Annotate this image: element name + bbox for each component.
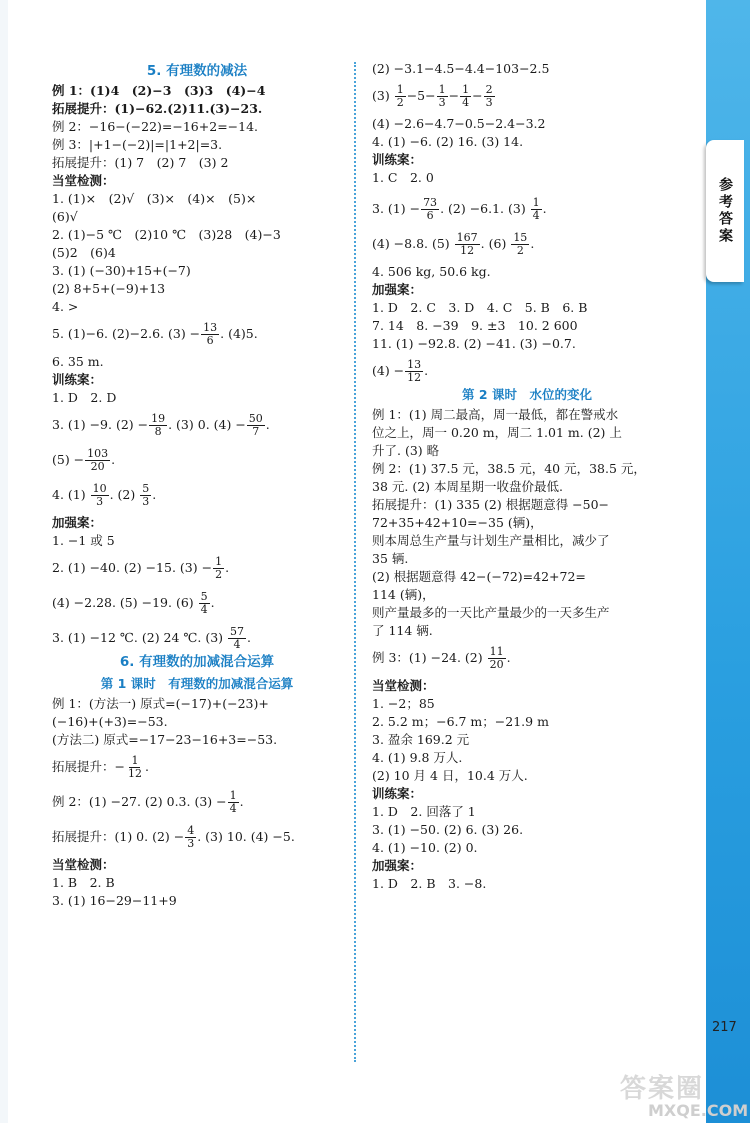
answer-line: 4. (1) 9.8 万人. — [372, 750, 463, 765]
text-segment: . — [506, 650, 511, 665]
answer-line: 2. 5.2 m；−6.7 m；−21.9 m — [372, 714, 549, 729]
lesson-title: 第 2 课时 水位的变化 — [462, 387, 592, 402]
denominator: 6 — [206, 334, 214, 347]
answer-line: 4. > — [52, 299, 79, 314]
answer-line: 例 1：(1)4 (2)−3 (3)3 (4)−4 — [52, 83, 266, 98]
answer-line: 2. (1)−5 ℃ (2)10 ℃ (3)28 (4)−3 — [52, 227, 281, 242]
numerator: 2 — [485, 83, 493, 96]
answer-line — [52, 591, 342, 616]
answer-line: (6)√ — [52, 209, 78, 224]
fraction — [460, 84, 471, 109]
text-segment: . — [530, 236, 535, 251]
answer-line — [372, 646, 682, 671]
denominator: 12 — [460, 244, 475, 257]
text-segment: 3. (1) − — [372, 201, 421, 216]
text-segment: . — [239, 794, 244, 809]
text-segment: . — [144, 759, 149, 774]
numerator: 167 — [456, 231, 478, 244]
text-segment: . (2) — [109, 487, 140, 502]
fraction — [185, 825, 196, 850]
answer-line: (5)2 (6)4 — [52, 245, 116, 260]
text-segment: (5) − — [52, 452, 85, 467]
answer-line: (4) −2.6−4.7−0.5−2.4−3.2 — [372, 116, 546, 131]
answer-line — [52, 790, 342, 815]
denominator: 20 — [90, 460, 105, 473]
numerator: 1 — [462, 83, 470, 96]
text-segment: (4) −8.8. (5) — [372, 236, 454, 251]
fraction — [85, 448, 110, 473]
numerator: 5 — [142, 482, 150, 495]
numerator: 50 — [248, 412, 263, 425]
text-segment: − — [472, 88, 483, 103]
tab-label: 参考答案 — [717, 177, 733, 245]
section-tab — [706, 140, 744, 282]
text-segment: . — [247, 630, 252, 645]
answer-line: 例 2：−16−(−22)=−16+2=−14. — [52, 119, 259, 134]
answer-line: 3. (1) 16−29−11+9 — [52, 893, 177, 908]
answer-line: (2) 8+5+(−9)+13 — [52, 281, 166, 296]
heading-line: 当堂检测： — [372, 678, 435, 693]
numerator: 10 — [92, 482, 107, 495]
denominator: 2 — [215, 568, 223, 581]
denominator: 3 — [142, 495, 150, 508]
denominator: 6 — [426, 209, 434, 222]
denominator: 4 — [532, 209, 540, 222]
numerator: 5 — [200, 590, 208, 603]
numerator: 4 — [187, 824, 195, 837]
answer-line — [52, 755, 342, 780]
fraction — [405, 359, 423, 384]
text-segment: 4. (1) — [52, 487, 90, 502]
answer-line: 例 1：(方法一) 原式=(−17)+(−23)+ — [52, 696, 269, 711]
heading-line: 训练案： — [372, 152, 423, 167]
denominator: 4 — [233, 638, 241, 651]
answer-line — [52, 556, 342, 581]
denominator: 12 — [407, 371, 422, 384]
numerator: 1 — [396, 83, 404, 96]
answer-line: 拓展提升：(1) 335 (2) 根据题意得 −50− — [372, 497, 610, 512]
answer-line: 则产量最多的一天比产量最少的一天多生产 — [372, 605, 610, 620]
heading-line: 加强案： — [52, 515, 103, 530]
text-segment: . (2) −6.1. (3) — [440, 201, 530, 216]
section-title: 5. 有理数的减法 — [146, 63, 248, 79]
answer-line: (2) 10 月 4 日，10.4 万人. — [372, 768, 528, 783]
answer-line — [52, 413, 342, 438]
text-segment: . — [210, 595, 215, 610]
text-segment: . (3) 0. (4) − — [168, 417, 246, 432]
text-segment: . (3) 10. (4) −5. — [197, 829, 295, 844]
numerator: 73 — [423, 196, 438, 209]
watermark-url: MXQE.COM — [648, 1101, 749, 1120]
answer-line — [52, 322, 342, 347]
text-segment: . (6) — [480, 236, 511, 251]
answer-line: 例 3：|+1−(−2)|=|1+2|=3. — [52, 137, 223, 152]
numerator: 1 — [131, 754, 139, 767]
fraction — [484, 84, 495, 109]
answer-line — [372, 359, 682, 384]
fraction — [247, 413, 265, 438]
numerator: 13 — [407, 358, 422, 371]
fraction — [437, 84, 448, 109]
numerator: 11 — [489, 645, 504, 658]
text-segment: (3) — [372, 88, 394, 103]
answer-line: 7. 14 8. −39 9. ±3 10. 2 600 — [372, 318, 578, 333]
answer-line: 拓展提升：(1)−62.(2)11.(3)−23. — [52, 101, 263, 116]
answer-line: 1. D 2. D — [52, 390, 117, 405]
denominator: 8 — [154, 425, 162, 438]
answer-line: 例 2：(1) 37.5 元，38.5 元，40 元，38.5 元， — [372, 461, 646, 476]
denominator: 20 — [489, 658, 504, 671]
watermark — [620, 1068, 748, 1120]
answer-line: 1. B 2. B — [52, 875, 115, 890]
answer-line — [372, 232, 682, 257]
answer-line: 拓展提升：(1) 7 (2) 7 (3) 2 — [52, 155, 229, 170]
fraction — [228, 790, 239, 815]
answer-line — [52, 626, 342, 651]
text-segment: . — [265, 417, 270, 432]
answer-line: 例 1：(1) 周二最高，周一最低，都在警戒水 — [372, 407, 619, 422]
answer-line: 6. 35 m. — [52, 354, 104, 369]
text-segment: . — [111, 452, 116, 467]
answer-line: 了 114 辆. — [372, 623, 433, 638]
text-segment: . — [152, 487, 157, 502]
denominator: 3 — [438, 96, 446, 109]
denominator: 4 — [462, 96, 470, 109]
text-segment: −5− — [406, 88, 436, 103]
heading-line: 加强案： — [372, 858, 423, 873]
denominator: 4 — [200, 603, 208, 616]
answer-line: (−16)+(+3)=−53. — [52, 714, 168, 729]
heading-line: 当堂检测： — [52, 857, 115, 872]
text-segment: 3. (1) −12 ℃. (2) 24 ℃. (3) — [52, 630, 228, 645]
fraction — [531, 197, 542, 222]
answer-line: 114 (辆)， — [372, 587, 435, 602]
left-column — [52, 60, 342, 910]
text-segment: . — [542, 201, 547, 216]
text-segment: 拓展提升：(1) 0. (2) − — [52, 829, 185, 844]
answer-line: 72+35+42+10=−35 (辆)， — [372, 515, 543, 530]
text-segment: 拓展提升：− — [52, 759, 125, 774]
fraction — [455, 232, 480, 257]
denominator: 3 — [485, 96, 493, 109]
text-segment: . (4)5. — [220, 326, 258, 341]
answer-line: 4. (1) −10. (2) 0. — [372, 840, 478, 855]
denominator: 4 — [229, 802, 237, 815]
text-segment: . — [424, 363, 429, 378]
fraction — [228, 626, 246, 651]
answer-line: 11. (1) −92.8. (2) −41. (3) −0.7. — [372, 336, 576, 351]
fraction — [140, 483, 151, 508]
answer-line: 3. (1) (−30)+15+(−7) — [52, 263, 191, 278]
answer-line: 则本周总生产量与计划生产量相比，减少了 — [372, 533, 610, 548]
fraction — [199, 591, 210, 616]
fraction — [421, 197, 439, 222]
answer-line: 4. 506 kg, 50.6 kg. — [372, 264, 491, 279]
answer-line — [372, 84, 682, 109]
answer-line: 1. C 2. 0 — [372, 170, 434, 185]
right-column — [372, 60, 682, 893]
denominator: 12 — [127, 767, 142, 780]
numerator: 1 — [532, 196, 540, 209]
denominator: 7 — [252, 425, 260, 438]
heading-line: 加强案： — [372, 282, 423, 297]
answer-line: 升了. (3) 略 — [372, 443, 440, 458]
numerator: 15 — [513, 231, 528, 244]
heading-line: 训练案： — [52, 372, 103, 387]
fraction — [395, 84, 406, 109]
answer-line: 1. −1 或 5 — [52, 533, 115, 548]
fraction — [213, 556, 224, 581]
fraction — [511, 232, 529, 257]
fraction — [488, 646, 506, 671]
denominator: 2 — [516, 244, 524, 257]
heading-line: 当堂检测： — [52, 173, 115, 188]
text-segment: (4) − — [372, 363, 405, 378]
answer-line — [52, 825, 342, 850]
answer-line: (方法二) 原式=−17−23−16+3=−53. — [52, 732, 278, 747]
numerator: 13 — [203, 321, 218, 334]
fraction — [201, 322, 219, 347]
denominator: 3 — [96, 495, 104, 508]
watermark-logo: 答案圈 — [620, 1074, 705, 1104]
section-title: 6. 有理数的加减混合运算 — [119, 654, 275, 670]
text-segment: 例 3：(1) −24. (2) — [372, 650, 487, 665]
answer-line: 38 元. (2) 本周星期一收盘价最低. — [372, 479, 563, 494]
lesson-title: 第 1 课时 有理数的加减混合运算 — [100, 676, 294, 691]
text-segment: 例 2：(1) −27. (2) 0.3. (3) − — [52, 794, 227, 809]
answer-line: (2) 根据题意得 42−(−72)=42+72= — [372, 569, 586, 584]
answer-line: (2) −3.1−4.5−4.4−103−2.5 — [372, 61, 550, 76]
text-segment: − — [448, 88, 460, 103]
answer-line: 1. D 2. C 3. D 4. C 5. B 6. B — [372, 300, 588, 315]
answer-line: 3. 盈余 169.2 元 — [372, 732, 470, 747]
answer-line — [52, 483, 342, 508]
answer-line: 3. (1) −50. (2) 6. (3) 26. — [372, 822, 524, 837]
answer-line: 4. (1) −6. (2) 16. (3) 14. — [372, 134, 524, 149]
answer-line: 1. −2；85 — [372, 696, 435, 711]
answer-line: 位之上，周一 0.20 m，周二 1.01 m. (2) 上 — [372, 425, 622, 440]
fraction — [149, 413, 167, 438]
left-margin-strip — [0, 0, 8, 1123]
answer-line: 1. D 2. 回落了 1 — [372, 804, 476, 819]
answer-line: 1. (1)× (2)√ (3)× (4)× (5)× — [52, 191, 257, 206]
answer-line — [52, 448, 342, 473]
text-segment: 3. (1) −9. (2) − — [52, 417, 149, 432]
numerator: 57 — [230, 625, 245, 638]
text-segment: 2. (1) −40. (2) −15. (3) − — [52, 560, 213, 575]
text-segment: . — [225, 560, 230, 575]
fraction — [126, 755, 144, 780]
answer-line: 1. D 2. B 3. −8. — [372, 876, 487, 891]
numerator: 1 — [215, 555, 223, 568]
fraction — [91, 483, 109, 508]
heading-line: 训练案： — [372, 786, 423, 801]
text-segment: (4) −2.28. (5) −19. (6) — [52, 595, 198, 610]
numerator: 103 — [87, 447, 109, 460]
text-segment: 5. (1)−6. (2)−2.6. (3) − — [52, 326, 201, 341]
numerator: 1 — [438, 83, 446, 96]
numerator: 1 — [229, 789, 237, 802]
column-divider — [354, 62, 356, 1062]
numerator: 19 — [151, 412, 166, 425]
denominator: 2 — [396, 96, 404, 109]
page-number: 217 — [712, 1020, 737, 1035]
answer-line — [372, 197, 682, 222]
denominator: 3 — [187, 837, 195, 850]
answer-line: 35 辆. — [372, 551, 409, 566]
